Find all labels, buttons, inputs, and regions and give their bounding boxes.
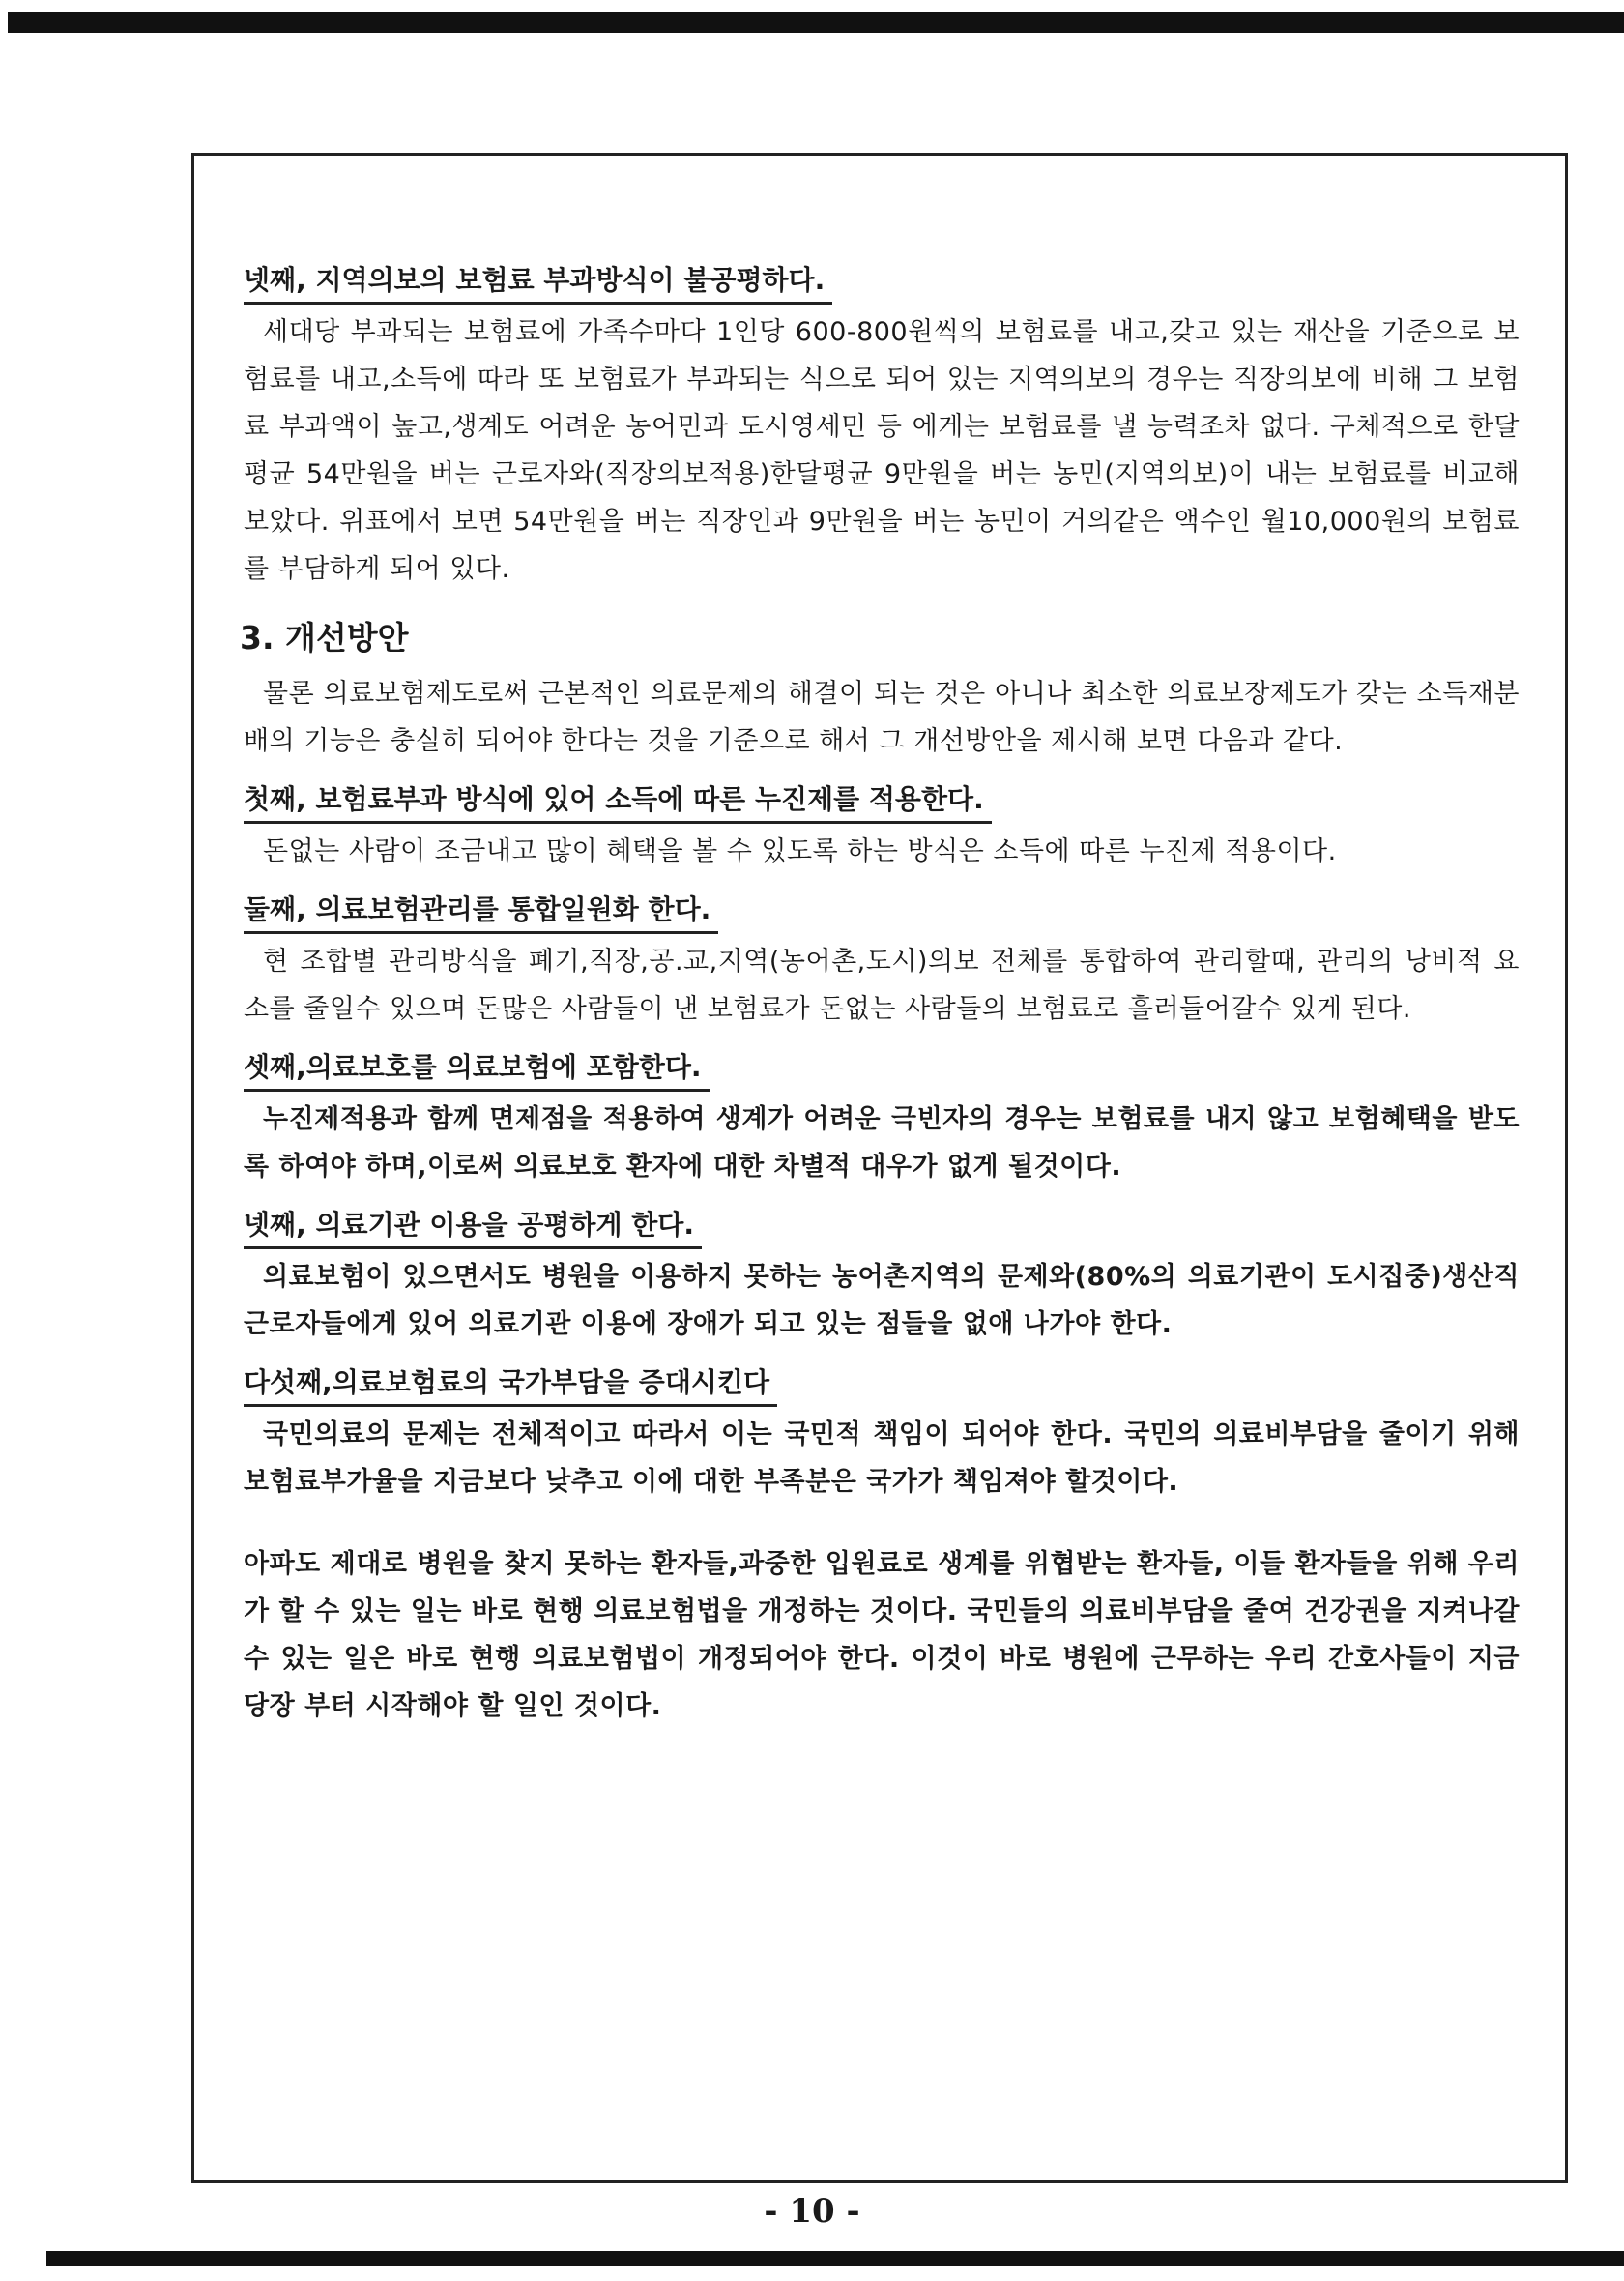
- page-number: - 10 -: [764, 2192, 860, 2231]
- improvement-item-body: 국민의료의 문제는 전체적이고 따라서 이는 국민적 책임이 되어야 한다. 국민의 의료비부담을 줄이기 위해 보험료부가율을 지금보다 낮추고 이에 대한 부족분은 국가가 책임져야 할것이다.: [244, 1419, 1520, 1497]
- improvement-item: [244, 778, 1520, 875]
- improvement-section-title: 3. 개선방안: [240, 619, 409, 657]
- improvement-item-body: 현 조합별 관리방식을 폐기,직장,공.교,지역(농어촌,도시)의보 전체를 통합하여 관리할때, 관리의 낭비적 요소를 줄일수 있으며 돈많은 사람들이 낸 보험료가 돈없는 사람들의 보험료로 흘러들어갈수 있게 된다.: [244, 947, 1520, 1024]
- improvement-item-heading: 셋째,의료보호를 의료보험에 포함한다.: [244, 1046, 710, 1092]
- improvement-item: [244, 1204, 1520, 1348]
- fourth-issue-section: [244, 259, 1520, 593]
- closing-paragraph: 아파도 제대로 병원을 찾지 못하는 환자들,과중한 입원료로 생계를 위협받는 환자들, 이들 환자들을 위해 우리가 할 수 있는 일는 바로 현행 의료보험법을 개정하는 것이다. 국민들의 의료비부담을 줄여 건강권을 지켜나갈 수 있는 일은 바로 현행 의료보험법이 개정되어야 한다. 이것이 바로 병원에 근무하는 우리 간호사들이 지금 당장 부터 시작해야 할 일인 것이다.: [244, 1549, 1520, 1721]
- improvement-item: [244, 1361, 1520, 1506]
- improvement-item-body: 의료보험이 있으면서도 병원을 이용하지 못하는 농어촌지역의 문제와(80%의 의료기관이 도시집중)생산직 근로자들에게 있어 의료기관 이용에 장애가 되고 있는 점들을 없애 나가야 한다.: [244, 1262, 1520, 1339]
- improvement-item-body: 돈없는 사람이 조금내고 많이 혜택을 볼 수 있도록 하는 방식은 소득에 따른 누진제 적용이다.: [263, 836, 1337, 866]
- document-body: [240, 259, 1520, 1743]
- fourth-issue-body: 세대당 부과되는 보험료에 가족수마다 1인당 600-800원씩의 보험료를 내고,갖고 있는 재산을 기준으로 보험료를 내고,소득에 따라 또 보험료가 부과되는 식으로 되어 있는 지역의보의 경우는 직장의보에 비해 그 보험료 부과액이 높고,생계도 어려운 농어민과 도시영세민 등 에게는 보험료를 낼 능력조차 없다. 구체적으로 한달 평균 54만원을 버는 근로자와(직장의보적용)한달평균 9만원을 버는 농민(지역의보)이 내는 보험료를 비교해 보았다. 위표에서 보면 54만원을 버는 직장인과 9만원을 버는 농민이 거의같은 액수인 월10,000원의 보험료를 부담하게 되어 있다.: [244, 317, 1520, 584]
- improvement-intro: 물론 의료보험제도로써 근본적인 의료문제의 해결이 되는 것은 아니나 최소한 의료보장제도가 갖는 소득재분배의 기능은 충실히 되어야 한다는 것을 기준으로 해서 그 개선방안을 제시해 보면 다음과 같다.: [244, 679, 1520, 756]
- scan-edge-bottom: [46, 2251, 1624, 2266]
- improvement-item-heading: 첫째, 보험료부과 방식에 있어 소득에 따른 누진제를 적용한다.: [244, 778, 992, 824]
- improvement-item-body: 누진제적용과 함께 면제점을 적용하여 생계가 어려운 극빈자의 경우는 보험료를 내지 않고 보험혜택을 받도록 하여야 하며,이로써 의료보호 환자에 대한 차별적 대우가 없게 될것이다.: [244, 1104, 1520, 1182]
- improvement-item: [244, 889, 1520, 1033]
- improvement-item-heading: 넷째, 의료기관 이용을 공평하게 한다.: [244, 1204, 702, 1249]
- scan-edge-top: [8, 12, 1624, 33]
- fourth-issue-heading: 넷째, 지역의보의 보험료 부과방식이 불공평하다.: [244, 259, 832, 305]
- improvement-item: [244, 1046, 1520, 1190]
- improvement-item-heading: 둘째, 의료보험관리를 통합일원화 한다.: [244, 889, 718, 934]
- improvement-item-heading: 다섯째,의료보험료의 국가부담을 증대시킨다: [244, 1361, 777, 1407]
